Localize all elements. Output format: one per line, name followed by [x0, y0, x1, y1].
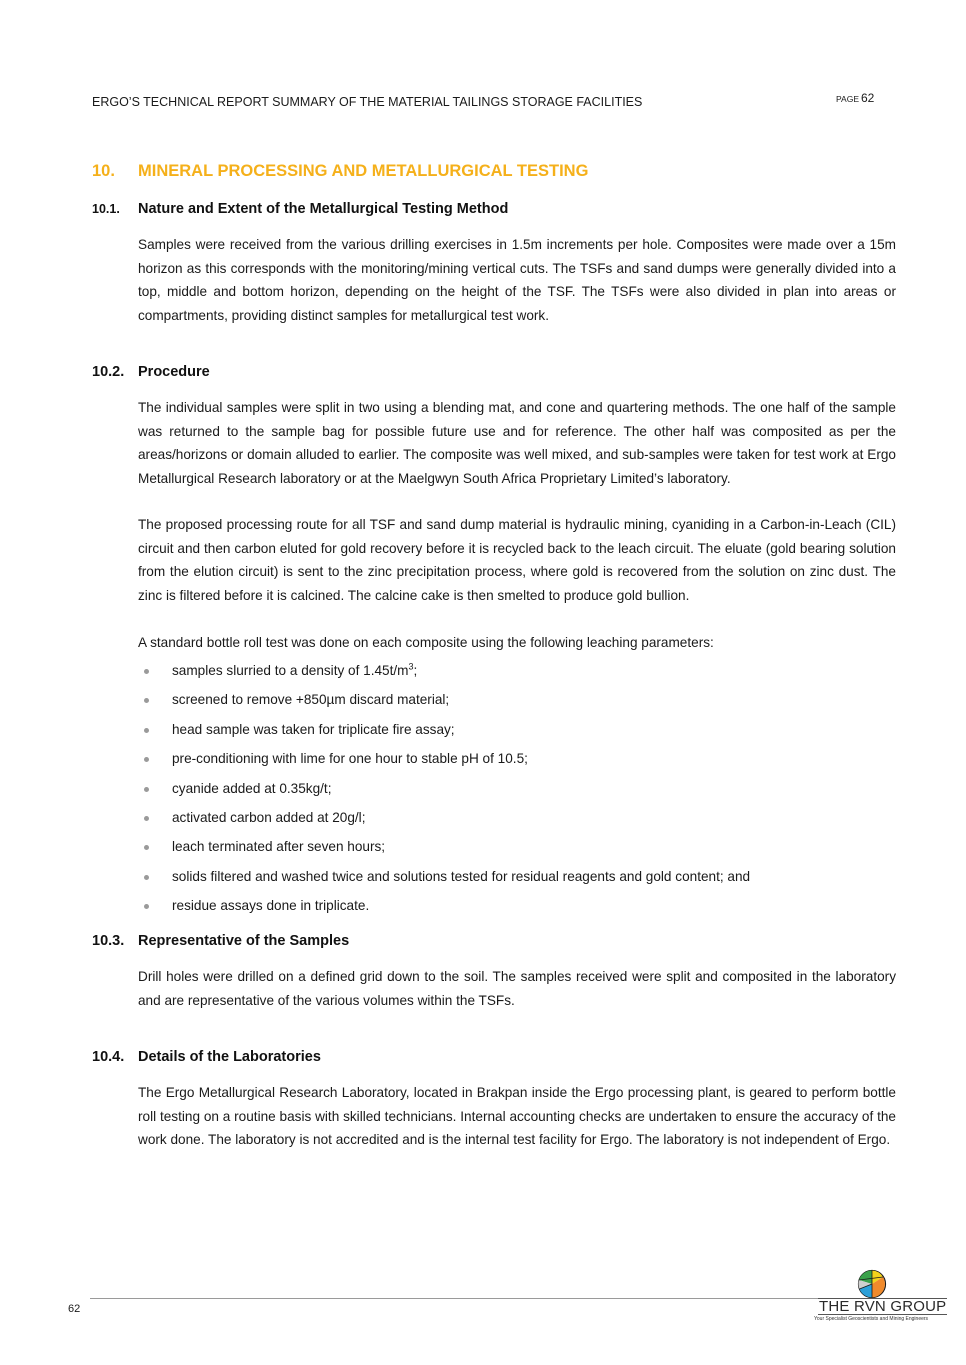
- subsection-title: Procedure: [138, 364, 210, 380]
- subsection-heading-10-2: [92, 364, 210, 380]
- subsection-number: 10.1.: [92, 202, 120, 216]
- running-header-page: [836, 91, 874, 105]
- bullet-icon: [144, 845, 149, 850]
- paragraph-procedure-split: The individual samples were split in two using a blending mat, and cone and quartering methods. The one half of the sample was returned to the sample bag for possible future use and for reference. The other half was composited as per the areas/horizons or domain alluded to earlier. The composite was well mixed, and sub-samples were taken for test work at Ergo Metallurgical Research laboratory or at the Maelgwyn South Africa Proprietary Limited’s laboratory.: [138, 400, 896, 486]
- logo-globe-icon: [857, 1269, 887, 1299]
- subsection-title: Nature and Extent of the Metallurgical Testing Method: [138, 201, 509, 217]
- bullet-icon: [144, 669, 149, 674]
- leaching-parameters-list: [138, 659, 896, 924]
- bullet-icon: [144, 757, 149, 762]
- running-header-title: ERGO’S TECHNICAL REPORT SUMMARY OF THE MATERIAL TAILINGS STORAGE FACILITIES: [92, 95, 643, 109]
- bullet-icon: [144, 698, 149, 703]
- list-item: cyanide added at 0.35kg/t;: [138, 777, 896, 806]
- subsection-number: 10.2.: [92, 364, 125, 380]
- bullet-icon: [144, 787, 149, 792]
- page-number: 62: [861, 91, 875, 105]
- list-item: solids filtered and washed twice and solutions tested for residual reagents and gold content; and: [138, 865, 896, 894]
- subsection-heading-10-3: [92, 933, 349, 949]
- subsection-number: 10.4.: [92, 1049, 125, 1065]
- subsection-number: 10.3.: [92, 933, 125, 949]
- list-item: head sample was taken for triplicate fire assay;: [138, 718, 896, 747]
- subsection-heading-10-4: [92, 1049, 321, 1065]
- list-item: screened to remove +850µm discard material;: [138, 688, 896, 717]
- logo-wordmark: THE RVN GROUP: [819, 1298, 947, 1315]
- rvn-group-logo: [814, 1269, 947, 1325]
- footer-divider: [90, 1298, 926, 1299]
- subsection-title: Details of the Laboratories: [138, 1049, 321, 1065]
- subsection-heading-10-1: [92, 201, 508, 217]
- list-item: samples slurried to a density of $1.45t/m^3$;: [138, 659, 896, 688]
- footer-page-number: 62: [68, 1303, 81, 1315]
- section-heading: [92, 162, 588, 181]
- bullet-icon: [144, 816, 149, 821]
- paragraph-representative: Drill holes were drilled on a defined grid down to the soil. The samples received were split and composited in the laboratory and are representative of the various volumes within the TSFs.: [138, 969, 896, 1008]
- subsection-title: Representative of the Samples: [138, 933, 350, 949]
- list-item: activated carbon added at 20g/l;: [138, 806, 896, 835]
- section-title: MINERAL PROCESSING AND METALLURGICAL TESTING: [138, 162, 589, 180]
- list-item: leach terminated after seven hours;: [138, 835, 896, 864]
- page-label: PAGE: [836, 94, 859, 104]
- list-item: pre-conditioning with lime for one hour to stable pH of 10.5;: [138, 747, 896, 776]
- paragraph-sampling: Samples were received from the various drilling exercises in 1.5m increments per hole. Composites were made over a 15m horizon as this corresponds with the monitoring/mining vertical cuts. The TSFs and sand dumps were generally divided into a top, middle and bottom horizon, depending on the height of the TSF. The TSFs were also divided in plan into areas or compartments, providing distinct samples for metallurgical test work.: [138, 237, 896, 323]
- paragraph-laboratories: The Ergo Metallurgical Research Laboratory, located in Brakpan inside the Ergo processing plant, is geared to perform bottle roll testing on a routine basis with skilled technicians. Internal accounting checks are undertaken to ensure the accuracy of the work done. The laboratory is not accredited and is the internal test facility for Ergo. The laboratory is not independent of Ergo.: [138, 1085, 896, 1147]
- bullet-icon: [144, 875, 149, 880]
- bullet-icon: [144, 904, 149, 909]
- bullet-icon: [144, 728, 149, 733]
- logo-tagline: Your Specialist Geoscientists and Mining Engineers: [814, 1316, 929, 1322]
- section-number: 10.: [92, 162, 115, 180]
- paragraph-processing-route: The proposed processing route for all TSF and sand dump material is hydraulic mining, cyaniding in a Carbon-in-Leach (CIL) circuit and then carbon eluted for gold recovery before it is recycled back to the leach circuit. The eluate (gold bearing solution from the elution circuit) is sent to the zinc precipitation process, where gold is recovered from the solution on zinc dust. The zinc is filtered before it is calcined. The calcine cake is then smelted to produce gold bullion.: [138, 517, 896, 603]
- list-item: residue assays done in triplicate.: [138, 894, 896, 923]
- paragraph-bottle-roll-intro: A standard bottle roll test was done on each composite using the following leaching parameters:: [138, 635, 714, 650]
